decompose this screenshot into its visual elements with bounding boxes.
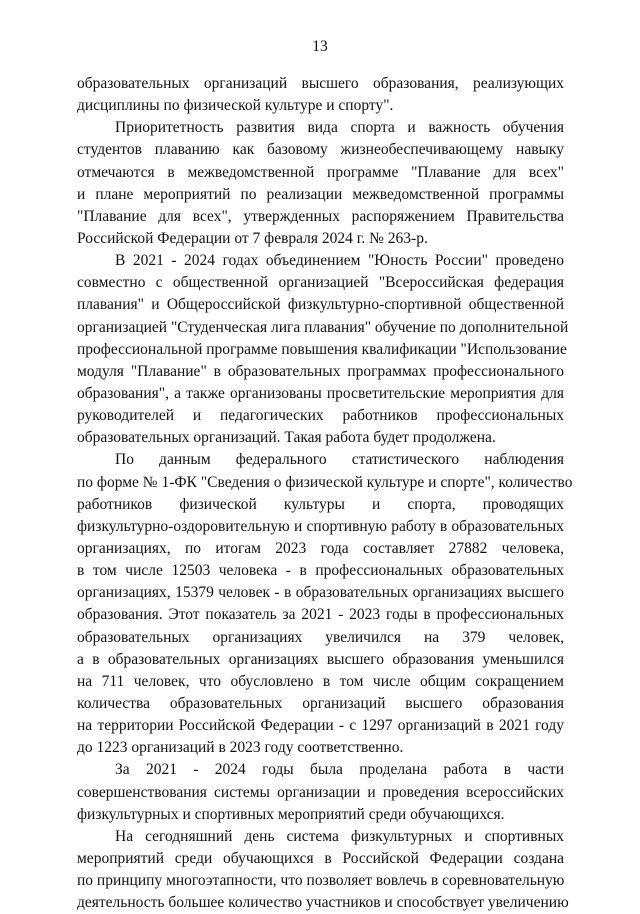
text-line: мероприятий среди обучающихся в Российской Федерации создана — [77, 849, 564, 867]
text-line: в том числе 12503 человека - в профессиональных образовательных — [77, 562, 564, 580]
text-line: образовательных организаций высшего образования, реализующих — [77, 75, 564, 92]
text-line: организацией "Студенческая лига плавания" обучение по дополнительной — [77, 318, 569, 336]
text-line: по форме № 1-ФК "Сведения о физической культуре и спорте", количество — [77, 473, 573, 491]
text-line: работников физической культуры и спорта, проводящих — [77, 495, 564, 513]
text-line: На сегодняшний день система физкультурных и спортивных — [115, 827, 564, 845]
text-line: "Плавание для всех", утвержденных распоряжением Правительства — [77, 207, 564, 225]
text-line: образования", а также организованы просветительские мероприятия для — [77, 384, 564, 402]
paragraph — [77, 117, 564, 250]
page-number: 13 — [312, 38, 328, 55]
text-line: а в образовательных организациях высшего образования уменьшился — [77, 650, 564, 668]
text-line: образовательных организаций. Такая работа будет продолжена. — [77, 429, 496, 447]
text-line: За 2021 - 2024 годы была проделана работа в части — [115, 761, 564, 779]
text-line: на 711 человек, что обусловлено в том числе общим сокращением — [77, 672, 564, 690]
paragraph — [77, 759, 564, 825]
text-line: образовательных организациях увеличился на 379 человек, — [77, 628, 564, 646]
text-line: физкультурно-оздоровительную и спортивную работу в образовательных — [77, 517, 564, 535]
text-line: модуля "Плавание" в образовательных программах профессионального — [77, 362, 564, 380]
text-line: организациях, по итогам 2023 года составляет 27882 человека, — [77, 539, 564, 557]
text-line: плавания" и Общероссийской физкультурно-спортивной общественной — [77, 296, 564, 314]
document-body — [77, 73, 573, 914]
text-line: дисциплины по физической культуре и спорту". — [77, 97, 394, 115]
text-line: профессиональной программе повышения квалификации "Использование — [77, 340, 567, 358]
text-line: на территории Российской Федерации - с 1297 организаций в 2021 году — [77, 717, 564, 735]
paragraph — [77, 449, 573, 759]
text-line: отмечаются в межведомственной программе "Плавание для всех" — [77, 163, 564, 181]
paragraph — [77, 826, 569, 914]
text-line: образования. Этот показатель за 2021 - 2023 годы в профессиональных — [77, 606, 564, 624]
text-line: студентов плаванию как базовому жизнеобеспечивающему навыку — [77, 141, 564, 159]
text-line: руководителей и педагогических работников профессиональных — [77, 407, 564, 425]
text-line: количества образовательных организаций высшего образования — [77, 694, 564, 712]
text-line: Приоритетность развития вида спорта и важность обучения — [115, 119, 564, 137]
text-line: деятельность большее количество участников и способствует увеличению — [77, 894, 569, 912]
text-line: совместно с общественной организацией "Всероссийская федерация — [77, 274, 564, 292]
text-line: до 1223 организаций в 2023 году соответственно. — [77, 739, 404, 757]
text-line: организациях, 15379 человек - в образовательных организациях высшего — [77, 584, 564, 602]
text-line: по принципу многоэтапности, что позволяет вовлечь в соревновательную — [77, 872, 565, 890]
text-line: В 2021 - 2024 годах объединением "Юность России" проведено — [115, 252, 564, 270]
text-line: и плане мероприятий по реализации межведомственной программы — [77, 185, 564, 203]
text-line: Российской Федерации от 7 февраля 2024 г. № 263-р. — [77, 229, 428, 247]
text-line: совершенствования системы организации и проведения всероссийских — [77, 783, 564, 801]
text-line: физкультурных и спортивных мероприятий среди обучающихся. — [77, 805, 505, 823]
paragraph — [77, 250, 569, 449]
paragraph — [77, 73, 564, 117]
text-line: По данным федерального статистического наблюдения — [115, 451, 564, 469]
